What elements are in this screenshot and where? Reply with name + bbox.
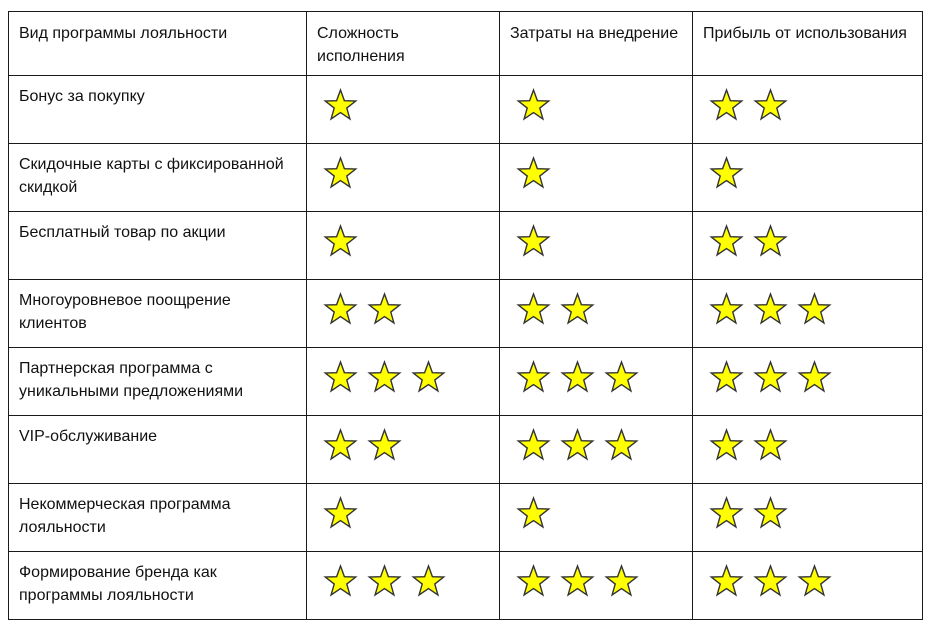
star-icon xyxy=(753,224,788,258)
star-icon xyxy=(604,564,639,598)
profit-rating-cell xyxy=(693,348,923,416)
profit-rating xyxy=(709,564,922,598)
table-row xyxy=(9,144,923,212)
table-row xyxy=(9,76,923,144)
costs-rating-cell xyxy=(500,280,693,348)
header-profit: Прибыль от использования xyxy=(693,12,923,76)
costs-rating xyxy=(516,428,692,462)
star-icon xyxy=(604,428,639,462)
star-icon xyxy=(753,496,788,530)
star-icon xyxy=(323,292,358,326)
profit-rating-cell xyxy=(693,212,923,280)
costs-rating xyxy=(516,564,692,598)
star-icon xyxy=(323,496,358,530)
costs-rating xyxy=(516,292,692,326)
table-body xyxy=(9,76,923,620)
complexity-rating-cell xyxy=(307,212,500,280)
costs-rating-cell xyxy=(500,212,693,280)
table-row xyxy=(9,280,923,348)
star-icon xyxy=(560,564,595,598)
program-name-cell: VIP-обслуживание xyxy=(9,416,307,484)
star-icon xyxy=(560,360,595,394)
complexity-rating-cell xyxy=(307,144,500,212)
profit-rating xyxy=(709,428,922,462)
profit-rating xyxy=(709,292,922,326)
complexity-rating-cell xyxy=(307,552,500,620)
star-icon xyxy=(323,428,358,462)
star-icon xyxy=(323,88,358,122)
star-icon xyxy=(753,88,788,122)
complexity-rating xyxy=(323,496,499,530)
profit-rating-cell xyxy=(693,484,923,552)
profit-rating-cell xyxy=(693,280,923,348)
star-icon xyxy=(411,564,446,598)
header-program-type: Вид программы лояльности xyxy=(9,12,307,76)
program-name-cell: Бонус за покупку xyxy=(9,76,307,144)
star-icon xyxy=(753,360,788,394)
star-icon xyxy=(753,564,788,598)
profit-rating xyxy=(709,496,922,530)
table-row xyxy=(9,484,923,552)
loyalty-programs-table-wrapper xyxy=(8,11,923,620)
star-icon xyxy=(516,360,551,394)
costs-rating-cell xyxy=(500,76,693,144)
star-icon xyxy=(516,564,551,598)
table-row xyxy=(9,212,923,280)
star-icon xyxy=(797,292,832,326)
profit-rating xyxy=(709,224,922,258)
header-costs: Затраты на внедрение xyxy=(500,12,693,76)
star-icon xyxy=(516,224,551,258)
loyalty-programs-table xyxy=(8,11,923,620)
star-icon xyxy=(516,88,551,122)
star-icon xyxy=(709,292,744,326)
costs-rating-cell xyxy=(500,144,693,212)
star-icon xyxy=(367,292,402,326)
complexity-rating xyxy=(323,292,499,326)
table-row xyxy=(9,552,923,620)
star-icon xyxy=(797,360,832,394)
star-icon xyxy=(753,292,788,326)
profit-rating-cell xyxy=(693,144,923,212)
star-icon xyxy=(709,428,744,462)
star-icon xyxy=(516,156,551,190)
star-icon xyxy=(604,360,639,394)
costs-rating-cell xyxy=(500,348,693,416)
star-icon xyxy=(709,224,744,258)
costs-rating xyxy=(516,496,692,530)
program-name-cell: Партнерская программа с уникальными предложениями xyxy=(9,348,307,416)
program-name-cell: Многоуровневое поощрение клиентов xyxy=(9,280,307,348)
complexity-rating-cell xyxy=(307,280,500,348)
costs-rating xyxy=(516,360,692,394)
star-icon xyxy=(753,428,788,462)
star-icon xyxy=(323,564,358,598)
complexity-rating-cell xyxy=(307,416,500,484)
complexity-rating xyxy=(323,156,499,190)
complexity-rating xyxy=(323,224,499,258)
program-name-cell: Некоммерческая программа лояльности xyxy=(9,484,307,552)
costs-rating-cell xyxy=(500,416,693,484)
complexity-rating xyxy=(323,88,499,122)
profit-rating-cell xyxy=(693,416,923,484)
star-icon xyxy=(516,428,551,462)
table-row xyxy=(9,348,923,416)
complexity-rating-cell xyxy=(307,76,500,144)
costs-rating xyxy=(516,88,692,122)
star-icon xyxy=(709,88,744,122)
profit-rating xyxy=(709,156,922,190)
star-icon xyxy=(560,428,595,462)
costs-rating xyxy=(516,156,692,190)
program-name-cell: Скидочные карты с фиксированной скидкой xyxy=(9,144,307,212)
table-header-row xyxy=(9,12,923,76)
profit-rating-cell xyxy=(693,552,923,620)
profit-rating xyxy=(709,88,922,122)
star-icon xyxy=(560,292,595,326)
star-icon xyxy=(709,564,744,598)
complexity-rating-cell xyxy=(307,348,500,416)
table-row xyxy=(9,416,923,484)
program-name-cell: Бесплатный товар по акции xyxy=(9,212,307,280)
costs-rating-cell xyxy=(500,552,693,620)
profit-rating-cell xyxy=(693,76,923,144)
costs-rating xyxy=(516,224,692,258)
complexity-rating xyxy=(323,428,499,462)
star-icon xyxy=(797,564,832,598)
star-icon xyxy=(516,292,551,326)
costs-rating-cell xyxy=(500,484,693,552)
star-icon xyxy=(516,496,551,530)
star-icon xyxy=(709,496,744,530)
star-icon xyxy=(367,564,402,598)
star-icon xyxy=(411,360,446,394)
star-icon xyxy=(323,360,358,394)
star-icon xyxy=(323,224,358,258)
complexity-rating-cell xyxy=(307,484,500,552)
star-icon xyxy=(367,360,402,394)
complexity-rating xyxy=(323,360,499,394)
star-icon xyxy=(323,156,358,190)
program-name-cell: Формирование бренда как программы лояльности xyxy=(9,552,307,620)
star-icon xyxy=(709,156,744,190)
header-complexity: Сложность исполнения xyxy=(307,12,500,76)
profit-rating xyxy=(709,360,922,394)
complexity-rating xyxy=(323,564,499,598)
star-icon xyxy=(709,360,744,394)
star-icon xyxy=(367,428,402,462)
